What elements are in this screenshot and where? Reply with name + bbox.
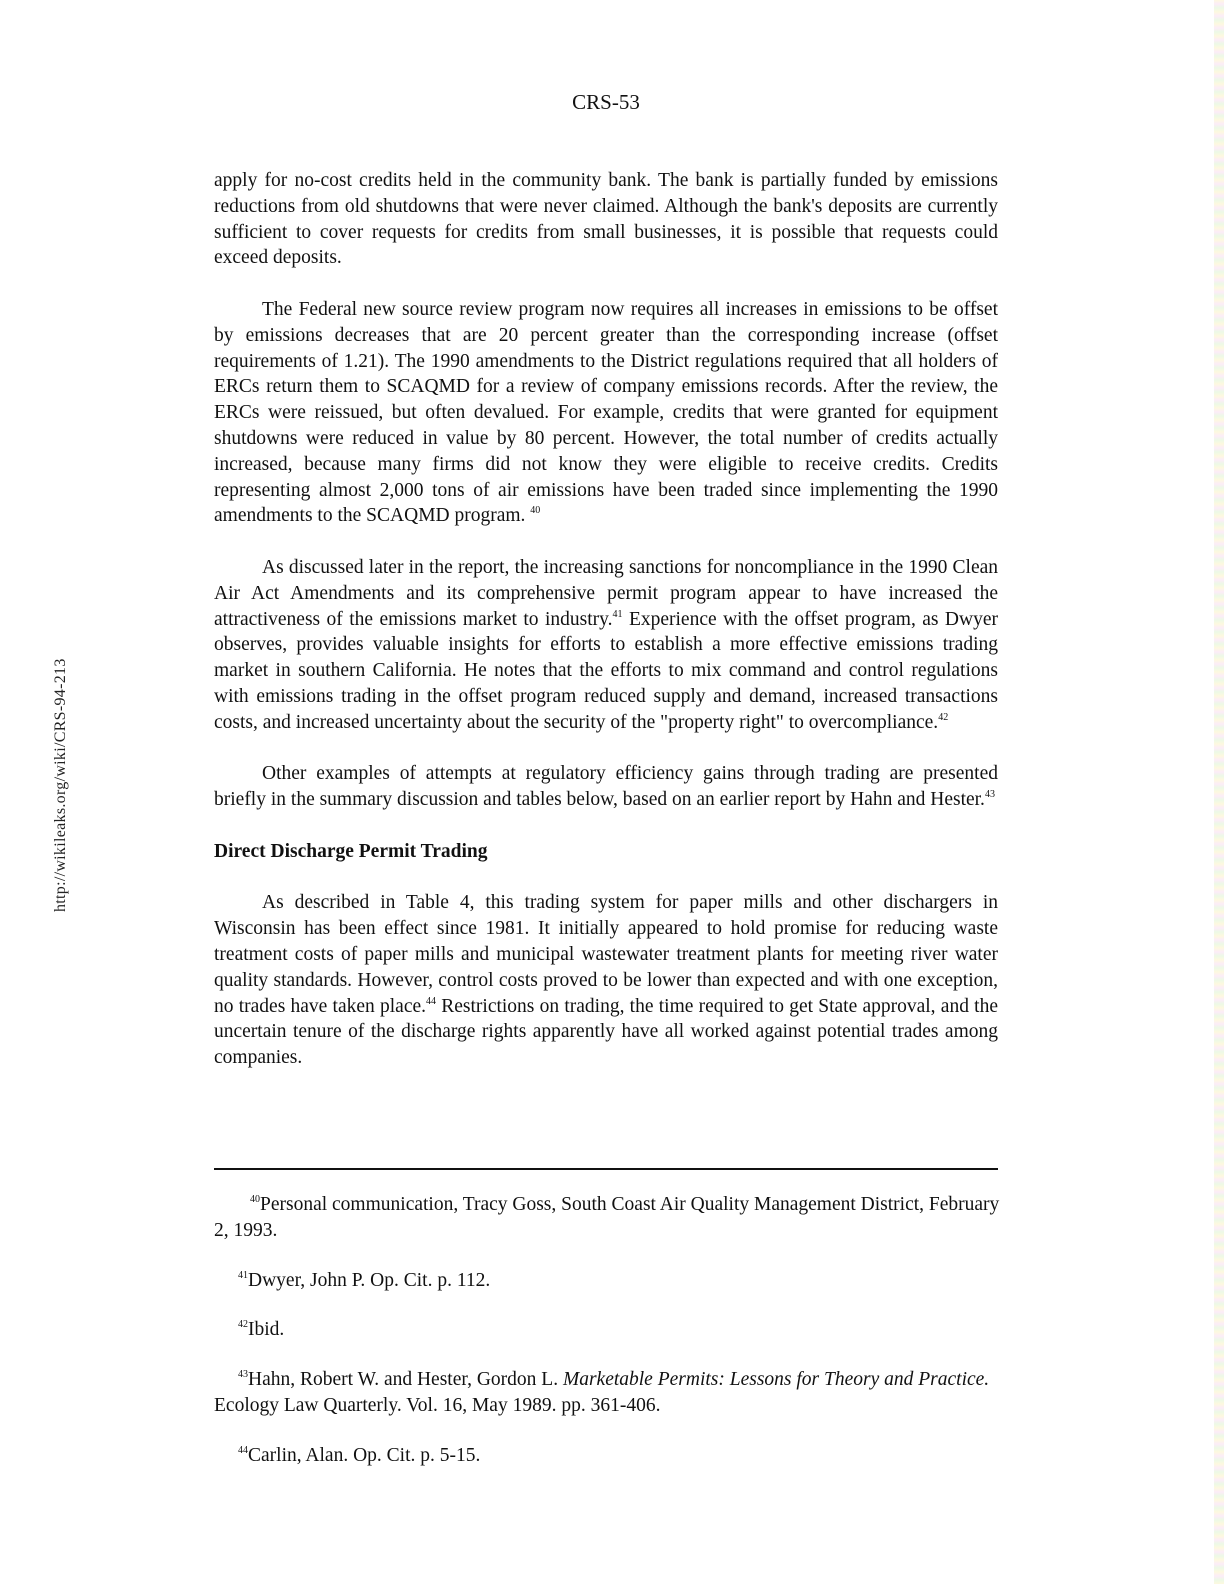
footnote-ref-42[interactable]: 42 (938, 711, 949, 723)
footnote-text: Ecology Law Quarterly. Vol. 16, May 1989. pp. 361-406. (214, 1394, 661, 1416)
footnote-ref-44[interactable]: 44 (426, 995, 437, 1007)
paragraph-continuation (214, 168, 998, 271)
footnote-text: Ibid. (248, 1319, 285, 1341)
paragraph-other-examples (214, 761, 998, 813)
footnote-44 (214, 1443, 1004, 1469)
footnote-text: Carlin, Alan. Op. Cit. p. 5-15. (248, 1444, 481, 1466)
footnote-40 (214, 1192, 1004, 1244)
footnotes (214, 1192, 1004, 1493)
paragraph-text: The Federal new source review program now requires all increases in emissions to be offset by emissions decreases that are 20 percent greater than the corresponding increase (offset requirements of 1.21). The 1990 amendments to the District regulations required that all holders of ERCs return them to SCAQMD for a review of company emissions records. After the review, the ERCs were reissued, but often devalued. For example, credits that were granted for equipment shutdowns were reduced in value by 80 percent. However, the total number of credits actually increased, because many firms did not know they were eligible to receive credits. Credits representing almost 2,000 tons of air emissions have been traded since implementing the 1990 amendments to the SCAQMD program. (214, 298, 998, 527)
footnote-43 (214, 1367, 1004, 1419)
footnote-number: 41 (238, 1269, 248, 1281)
footnote-42 (214, 1317, 1004, 1343)
body-content (214, 168, 998, 1097)
paragraph-text: As discussed later in the report, the increasing sanctions for noncompliance in the 1990 Clean Air Act Amendments and its comprehensive permit program appear to have increased the attractiveness of the emissions market to industry. (214, 556, 998, 630)
footnote-text: Hahn, Robert W. and Hester, Gordon L. (248, 1369, 563, 1391)
footnote-title-italic: Marketable Permits: Lessons for Theory and Practice. (562, 1369, 990, 1391)
footnote-41 (214, 1268, 1004, 1294)
footnote-ref-43[interactable]: 43 (984, 789, 995, 801)
page-number: CRS-53 (572, 90, 640, 114)
footnote-ref-40[interactable]: 40 (530, 505, 541, 517)
footnote-number: 43 (238, 1369, 248, 1381)
paragraph-text: Other examples of attempts at regulatory efficiency gains through trading are presented briefly in the summary discussion and tables below, based on an earlier report by Hahn and Hester. (214, 763, 998, 811)
paragraph-new-source-review (214, 297, 998, 529)
side-watermark-url: http://wikileaks.org/wiki/CRS-94-213 (52, 658, 69, 912)
paragraph-text: As described in Table 4, this trading system for paper mills and other dischargers in Wisconsin has been effect since 1981. It initially appeared to hold promise for reducing waste treatment costs of paper mills and municipal wastewater treatment plants for meeting river water quality standards. However, control costs proved to be lower than expected and with one exception, no trades have taken place. (214, 892, 998, 1017)
footnote-separator (214, 1168, 998, 1170)
scan-edge-strip (1214, 0, 1224, 1584)
footnote-number: 42 (238, 1319, 248, 1331)
paragraph-direct-discharge (214, 890, 998, 1071)
footnote-text: Dwyer, John P. Op. Cit. p. 112. (248, 1269, 491, 1291)
paragraph-sanctions (214, 555, 998, 736)
paragraph-text: apply for no-cost credits held in the community bank. The bank is partially funded by emissions reductions from old shutdowns that were never claimed. Although the bank's deposits are currently sufficient to cover requests for credits from small businesses, it is possible that requests could exceed deposits. (214, 170, 998, 269)
section-heading: Direct Discharge Permit Trading (214, 840, 488, 862)
footnote-number: 44 (238, 1444, 248, 1456)
footnote-number: 40 (250, 1194, 260, 1205)
footnote-text: Personal communication, Tracy Goss, South Coast Air Quality Management District, February 2, 1993. (214, 1194, 1000, 1241)
paragraph-text: Experience with the offset program, as Dwyer observes, provides valuable insights for efforts to establish a more effective emissions trading market in southern California. He notes that the efforts to mix command and control regulations with emissions trading in the offset program reduced supply and demand, increased transactions costs, and increased uncertainty about the security of the "property right" to overcompliance. (214, 608, 998, 733)
paragraph-text: Restrictions on trading, the time required to get State approval, and the uncertain tenure of the discharge rights apparently have all worked against potential trades among companies. (214, 995, 998, 1069)
footnote-ref-41[interactable]: 41 (612, 608, 623, 620)
